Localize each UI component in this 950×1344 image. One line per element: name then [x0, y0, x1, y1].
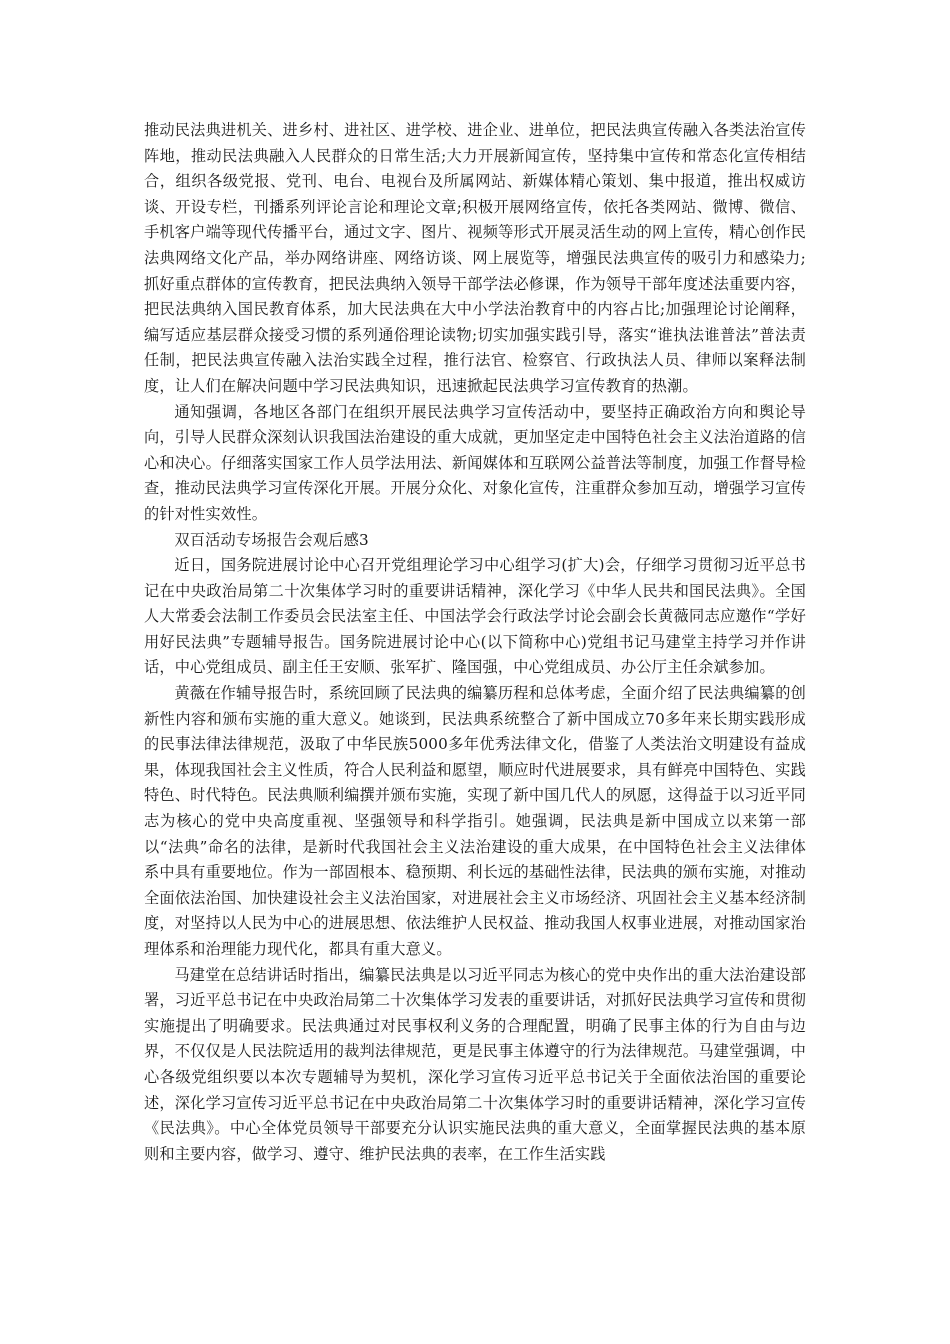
paragraph-4: 黄薇在作辅导报告时，系统回顾了民法典的编纂历程和总体考虑，全面介绍了民法典编纂的创新性内容和颁布实施的重大意义。她谈到，民法典系统整合了新中国成立70多年来长期实践形成的民事法律法律规范，汲取了中华民族5000多年优秀法律文化，借鉴了人类法治文明建设有益成果，体现我国社会主义性质，符合人民利益和愿望，顺应时代进展要求，具有鲜亮中国特色、实践特色、时代特色。民法典顺利编撰并颁布实施，实现了新中国几代人的夙愿，这得益于以习近平同志为核心的党中央高度重视、坚强领导和科学指引。她强调，民法典是新中国成立以来第一部以“法典”命名的法律，是新时代我国社会主义法治建设的重大成果，在中国特色社会主义法律体系中具有重要地位。作为一部固根本、稳预期、利长远的基础性法律，民法典的颁布实施，对推动全面依法治国、加快建设社会主义法治国家，对进展社会主义市场经济、巩固社会主义基本经济制度，对坚持以人民为中心的进展思想、依法维护人民权益、推动我国人权事业进展，对推动国家治理体系和治理能力现代化，都具有重大意义。	[144, 684, 806, 958]
paragraph-2: 通知强调，各地区各部门在组织开展民法典学习宣传活动中，要坚持正确政治方向和舆论导向，引导人民群众深刻认识我国法治建设的重大成就，更加坚定走中国特色社会主义法治道路的信心和决心。仔细落实国家工作人员学法用法、新闻媒体和互联网公益普法等制度，加强工作督导检查，推动民法典学习宣传深化开展。开展分众化、对象化宣传，注重群众参加互动，增强学习宣传的针对性实效性。	[144, 402, 806, 523]
section-heading: 双百活动专场报告会观后感3	[174, 530, 369, 549]
paragraph-3: 近日，国务院进展讨论中心召开党组理论学习中心组学习(扩大)会，仔细学习贯彻习近平总书记在中央政治局第二十次集体学习时的重要讲话精神，深化学习《中华人民共和国民法典》。全国人大常委会法制工作委员会民法室主任、中国法学会行政法学讨论会副会长黄薇同志应邀作“学好用好民法典”专题辅导报告。国务院进展讨论中心(以下简称中心)党组书记马建堂主持学习并作讲话，中心党组成员、副主任王安顺、张军扩、隆国强，中心党组成员、办公厅主任余斌参加。	[144, 556, 806, 677]
paragraph-1: 推动民法典进机关、进乡村、进社区、进学校、进企业、进单位，把民法典宣传融入各类法治宣传阵地，推动民法典融入人民群众的日常生活;大力开展新闻宣传，坚持集中宣传和常态化宣传相结合，组织各级党报、党刊、电台、电视台及所属网站、新媒体精心策划、集中报道，推出权威访谈、开设专栏，刊播系列评论言论和理论文章;积极开展网络宣传，依托各类网站、微博、微信、手机客户端等现代传播平台，通过文字、图片、视频等形式开展灵活生动的网上宣传，精心创作民法典网络文化产品，举办网络讲座、网络访谈、网上展览等，增强民法典宣传的吸引力和感染力;抓好重点群体的宣传教育，把民法典纳入领导干部学法必修课，作为领导干部年度述法重要内容，把民法典纳入国民教育体系，加大民法典在大中小学法治教育中的内容占比;加强理论讨论阐释，编写适应基层群众接受习惯的系列通俗理论读物;切实加强实践引导，落实“谁执法谁普法”普法责任制，把民法典宣传融入法治实践全过程，推行法官、检察官、行政执法人员、律师以案释法制度，让人们在解决问题中学习民法典知识，迅速掀起民法典学习宣传教育的热潮。	[144, 121, 806, 395]
document-body	[144, 118, 806, 1167]
paragraph-5: 马建堂在总结讲话时指出，编纂民法典是以习近平同志为核心的党中央作出的重大法治建设部署，习近平总书记在中央政治局第二十次集体学习发表的重要讲话，对抓好民法典学习宣传和贯彻实施提出了明确要求。民法典通过对民事权利义务的合理配置，明确了民事主体的行为自由与边界，不仅仅是人民法院适用的裁判法律规范，更是民事主体遵守的行为法律规范。马建堂强调，中心各级党组织要以本次专题辅导为契机，深化学习宣传习近平总书记关于全面依法治国的重要论述，深化学习宣传习近平总书记在中央政治局第二十次集体学习时的重要讲话精神，深化学习宣传《民法典》。中心全体党员领导干部要充分认识实施民法典的重大意义，全面掌握民法典的基本原则和主要内容，做学习、遵守、维护民法典的表率，在工作生活实践	[144, 965, 806, 1163]
